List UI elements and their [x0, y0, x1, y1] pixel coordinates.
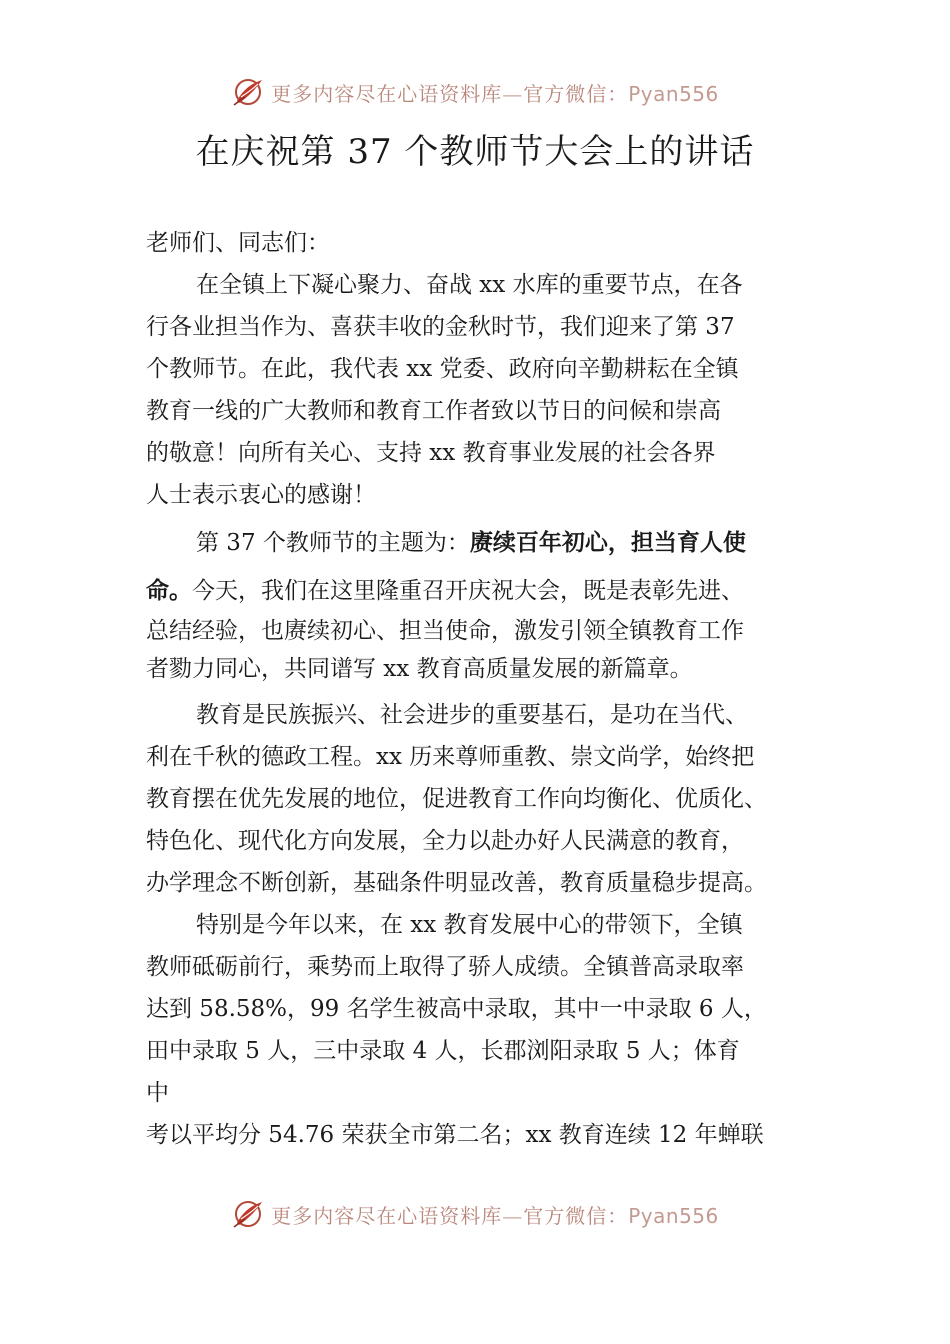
paragraph-line-theme: [146, 522, 810, 564]
document-title: 在庆祝第 37 个教师节大会上的讲话: [195, 132, 755, 172]
paragraph-line: 命。 今天，我们在这里隆重召开庆祝大会，既是表彰先进、: [146, 570, 810, 612]
paragraph-line: 个教师节。在此，我代表 xx 党委、政府向辛勤耕耘在全镇: [146, 356, 739, 382]
paragraph-line: 者勠力同心，共同谱写 xx 教育高质量发展的新篇章。: [146, 656, 693, 682]
paragraph-line: 特色化、现代化方向发展，全力以赴办好人民满意的教育，: [146, 828, 744, 854]
paragraph-line: 教育是民族振兴、社会进步的重要基石，是功在当代、: [196, 702, 748, 728]
paragraph-line: 田中录取 5 人，三中录取 4 人，长郡浏阳录取 5 人；体育: [146, 1038, 740, 1064]
paragraph-line: 中: [146, 1080, 169, 1106]
leaf-swirl-logo-icon: [231, 75, 265, 109]
document-body: [146, 222, 810, 1156]
footer-watermark-banner: [0, 1194, 950, 1234]
paragraph-line: 教师砥砺前行，乘势而上取得了骄人成绩。全镇普高录取率: [146, 954, 744, 980]
theme-intro: 第 37 个教师节的主题为：: [196, 530, 470, 556]
paragraph-line: 的敬意！向所有关心、支持 xx 教育事业发展的社会各界: [146, 440, 716, 466]
paragraph-line: 总结经验，也赓续初心、担当使命，激发引领全镇教育工作: [146, 618, 744, 644]
paragraph-line: 特别是今年以来，在 xx 教育发展中心的带领下，全镇: [196, 912, 743, 938]
salutation: 老师们、同志们：: [146, 230, 330, 256]
paragraph-line: 教育一线的广大教师和教育工作者致以节日的问候和崇高: [146, 398, 721, 424]
header-watermark-banner: [0, 72, 950, 112]
paragraph-line: 在全镇上下凝心聚力、奋战 xx 水库的重要节点，在各: [196, 272, 743, 298]
paragraph-line: 教育摆在优先发展的地位，促进教育工作向均衡化、优质化、: [146, 786, 767, 812]
paragraph-line: 办学理念不断创新，基础条件明显改善，教育质量稳步提高。: [146, 870, 767, 896]
paragraph-line: 行各业担当作为、喜获丰收的金秋时节，我们迎来了第 37: [146, 314, 735, 340]
paragraph-line: 考以平均分 54.76 荣获全市第二名；xx 教育连续 12 年蝉联: [146, 1122, 764, 1148]
watermark-text: 更多内容尽在心语资料库—官方微信：Pyan556: [271, 81, 719, 106]
leaf-swirl-logo-icon: [231, 1197, 265, 1231]
watermark-text: 更多内容尽在心语资料库—官方微信：Pyan556: [271, 1203, 719, 1228]
paragraph-line: 利在千秋的德政工程。xx 历来尊师重教、崇文尚学，始终把: [146, 744, 755, 770]
paragraph-line: 人士表示衷心的感谢！: [146, 482, 376, 508]
theme-text: 赓续百年初心，担当育人使: [469, 530, 746, 556]
theme-text-end: 命。: [146, 578, 192, 604]
paragraph-line: 达到 58.58%，99 名学生被高中录取，其中一中录取 6 人，: [146, 996, 767, 1022]
